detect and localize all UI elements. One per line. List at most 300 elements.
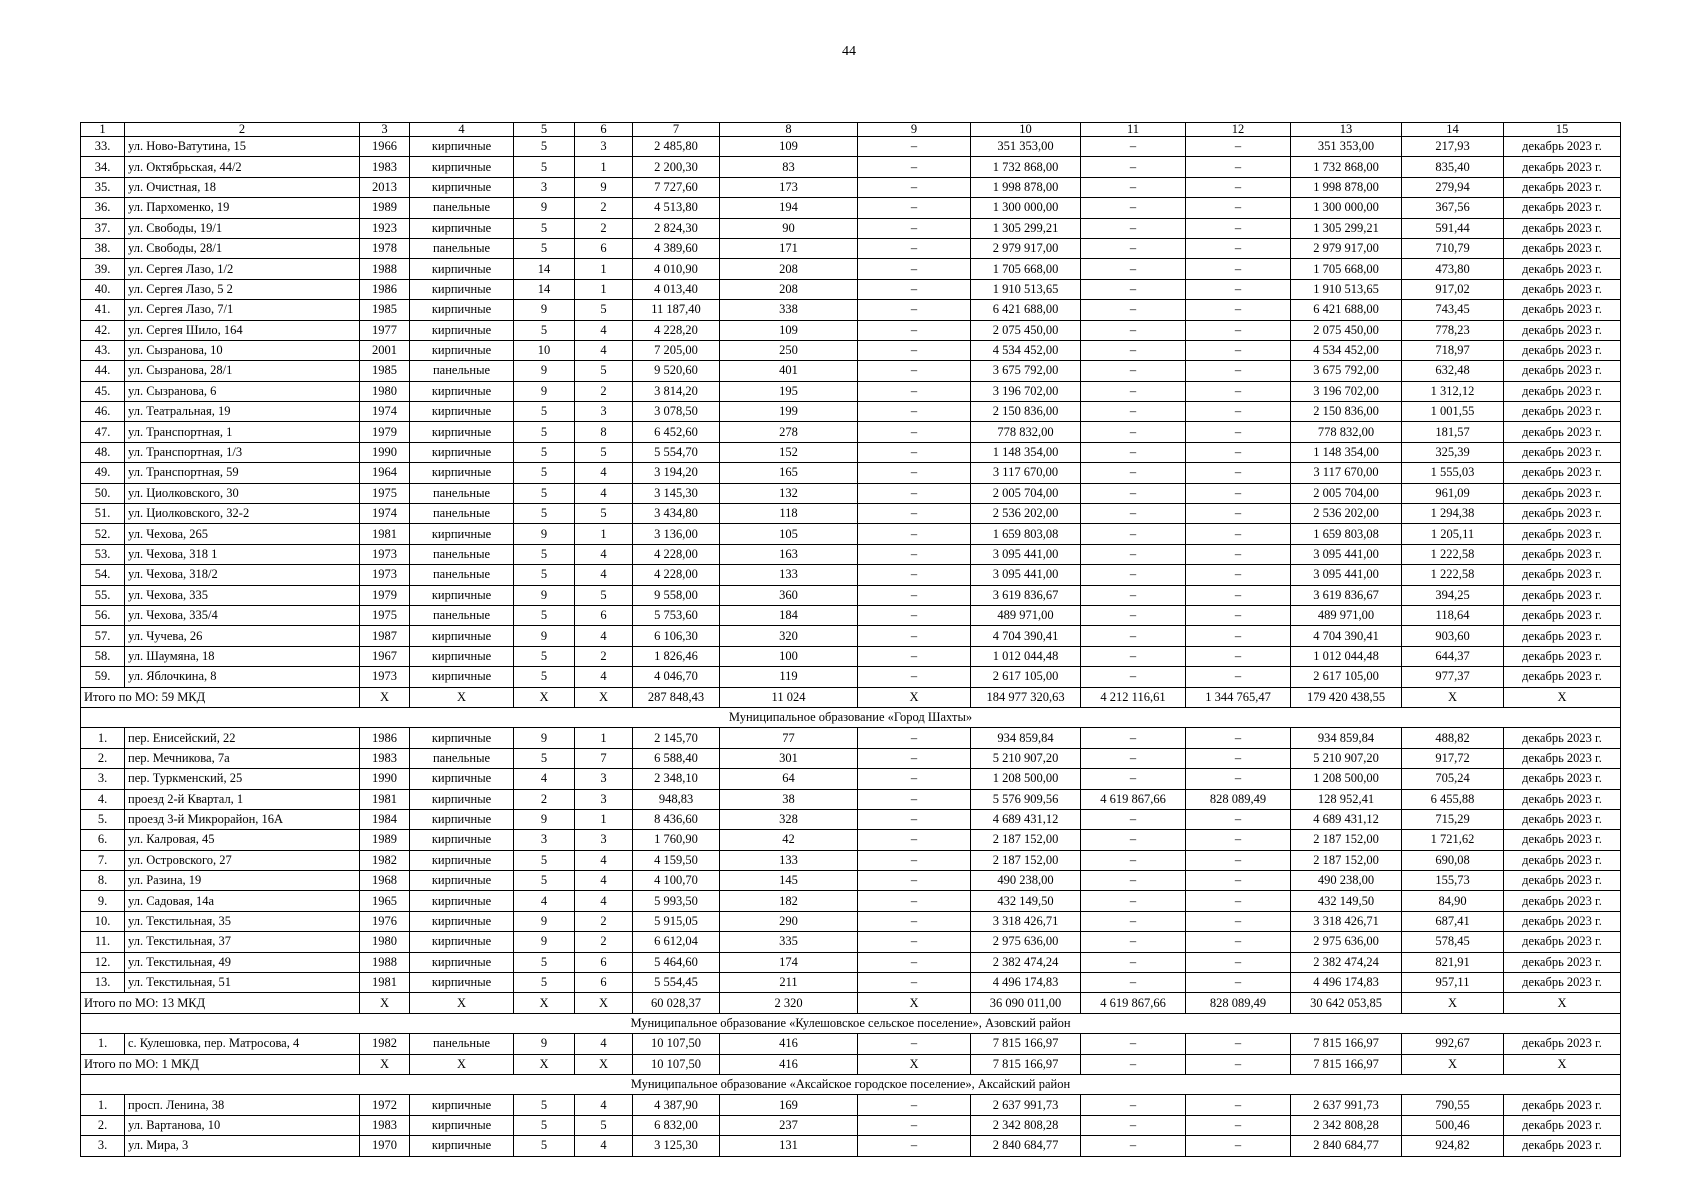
- table-cell: 195: [720, 381, 858, 401]
- table-cell: –: [1081, 524, 1186, 544]
- table-cell: 7 727,60: [633, 177, 720, 197]
- table-cell: –: [1186, 544, 1291, 564]
- subtotal-cell: X: [514, 687, 575, 707]
- table-cell: 4: [575, 871, 633, 891]
- subtotal-cell: 60 028,37: [633, 993, 720, 1013]
- table-cell: 3 814,20: [633, 381, 720, 401]
- table-row: [81, 402, 1621, 422]
- table-cell: 5: [514, 238, 575, 258]
- table-cell: –: [1081, 381, 1186, 401]
- column-number-cell: 3: [360, 123, 410, 137]
- address-cell: ул. Текстильная, 35: [125, 911, 360, 931]
- table-cell: 743,45: [1402, 300, 1504, 320]
- table-cell: –: [1081, 1034, 1186, 1054]
- table-cell: 237: [720, 1115, 858, 1135]
- table-cell: декабрь 2023 г.: [1504, 177, 1621, 197]
- table-cell: 46.: [81, 402, 125, 422]
- table-cell: 5 210 907,20: [971, 748, 1081, 768]
- table-cell: –: [1186, 932, 1291, 952]
- table-cell: –: [858, 524, 971, 544]
- table-cell: 3: [514, 830, 575, 850]
- table-cell: 290: [720, 911, 858, 931]
- column-number-cell: 10: [971, 123, 1081, 137]
- table-cell: –: [858, 137, 971, 157]
- table-cell: 1 205,11: [1402, 524, 1504, 544]
- table-cell: 4 013,40: [633, 279, 720, 299]
- table-cell: 961,09: [1402, 483, 1504, 503]
- table-cell: 2.: [81, 748, 125, 768]
- section-title: Муниципальное образование «Город Шахты»: [81, 707, 1621, 727]
- table-cell: 77: [720, 728, 858, 748]
- table-cell: 5: [514, 850, 575, 870]
- table-cell: 1981: [360, 789, 410, 809]
- housing-register-table: [80, 122, 1621, 1157]
- table-cell: 9: [514, 361, 575, 381]
- table-cell: 360: [720, 585, 858, 605]
- table-cell: 488,82: [1402, 728, 1504, 748]
- table-cell: –: [858, 605, 971, 625]
- address-cell: ул. Чехова, 335/4: [125, 605, 360, 625]
- table-cell: –: [1081, 911, 1186, 931]
- table-cell: –: [1081, 157, 1186, 177]
- table-cell: 3: [575, 137, 633, 157]
- address-cell: ул. Свободы, 28/1: [125, 238, 360, 258]
- table-cell: 710,79: [1402, 238, 1504, 258]
- table-cell: 778,23: [1402, 320, 1504, 340]
- table-cell: 33.: [81, 137, 125, 157]
- table-cell: 3: [514, 177, 575, 197]
- table-cell: 1986: [360, 728, 410, 748]
- column-number-cell: 14: [1402, 123, 1504, 137]
- table-cell: 1 732 868,00: [1291, 157, 1402, 177]
- table-cell: 1972: [360, 1095, 410, 1115]
- table-cell: 2 005 704,00: [1291, 483, 1402, 503]
- table-cell: 5: [575, 361, 633, 381]
- subtotal-cell: X: [410, 687, 514, 707]
- table-cell: –: [1186, 871, 1291, 891]
- table-cell: 1974: [360, 504, 410, 524]
- table-row: [81, 381, 1621, 401]
- table-cell: декабрь 2023 г.: [1504, 218, 1621, 238]
- table-cell: 3 095 441,00: [971, 565, 1081, 585]
- table-cell: –: [858, 463, 971, 483]
- table-cell: –: [858, 402, 971, 422]
- table-cell: –: [1186, 137, 1291, 157]
- table-row: [81, 891, 1621, 911]
- table-cell: 9.: [81, 891, 125, 911]
- table-cell: 5: [514, 483, 575, 503]
- table-cell: 2 485,80: [633, 137, 720, 157]
- table-cell: 6 421 688,00: [971, 300, 1081, 320]
- address-cell: ул. Театральная, 19: [125, 402, 360, 422]
- table-cell: 351 353,00: [971, 137, 1081, 157]
- table-cell: 2 617 105,00: [971, 667, 1081, 687]
- table-cell: 105: [720, 524, 858, 544]
- table-cell: 4: [575, 463, 633, 483]
- table-cell: декабрь 2023 г.: [1504, 157, 1621, 177]
- table-cell: –: [1081, 218, 1186, 238]
- table-cell: 39.: [81, 259, 125, 279]
- subtotal-cell: X: [360, 687, 410, 707]
- table-cell: 118,64: [1402, 605, 1504, 625]
- table-cell: 8: [575, 422, 633, 442]
- table-cell: –: [858, 748, 971, 768]
- table-cell: 5 464,60: [633, 952, 720, 972]
- table-cell: панельные: [410, 605, 514, 625]
- table-cell: панельные: [410, 1034, 514, 1054]
- subtotal-cell: 10 107,50: [633, 1054, 720, 1074]
- table-cell: –: [1186, 218, 1291, 238]
- table-cell: кирпичные: [410, 524, 514, 544]
- table-row: [81, 973, 1621, 993]
- table-cell: 3 318 426,71: [1291, 911, 1402, 931]
- table-cell: 790,55: [1402, 1095, 1504, 1115]
- table-cell: 2013: [360, 177, 410, 197]
- table-cell: 1 148 354,00: [1291, 442, 1402, 462]
- table-cell: 4 389,60: [633, 238, 720, 258]
- table-row: [81, 1034, 1621, 1054]
- table-cell: –: [1081, 259, 1186, 279]
- table-cell: –: [1186, 585, 1291, 605]
- table-cell: декабрь 2023 г.: [1504, 524, 1621, 544]
- table-cell: 13.: [81, 973, 125, 993]
- address-cell: ул. Текстильная, 49: [125, 952, 360, 972]
- table-cell: –: [858, 381, 971, 401]
- table-cell: 2 824,30: [633, 218, 720, 238]
- table-cell: 1 305 299,21: [1291, 218, 1402, 238]
- table-cell: –: [858, 646, 971, 666]
- table-cell: –: [1081, 809, 1186, 829]
- table-cell: –: [1081, 646, 1186, 666]
- table-cell: 6 455,88: [1402, 789, 1504, 809]
- subtotal-row: [81, 1054, 1621, 1074]
- table-cell: декабрь 2023 г.: [1504, 422, 1621, 442]
- subtotal-cell: X: [360, 993, 410, 1013]
- table-cell: 6 588,40: [633, 748, 720, 768]
- address-cell: ул. Сергея Лазо, 5 2: [125, 279, 360, 299]
- table-cell: 2 536 202,00: [971, 504, 1081, 524]
- table-cell: 4: [575, 850, 633, 870]
- table-cell: 4: [575, 891, 633, 911]
- table-cell: 38.: [81, 238, 125, 258]
- table-cell: 9: [514, 1034, 575, 1054]
- table-cell: 9 558,00: [633, 585, 720, 605]
- table-cell: 4: [575, 1095, 633, 1115]
- table-cell: 2 200,30: [633, 157, 720, 177]
- table-cell: 2: [514, 789, 575, 809]
- table-cell: 1 294,38: [1402, 504, 1504, 524]
- table-cell: 109: [720, 137, 858, 157]
- subtotal-cell: X: [410, 993, 514, 1013]
- table-cell: 1968: [360, 871, 410, 891]
- table-cell: декабрь 2023 г.: [1504, 932, 1621, 952]
- table-cell: декабрь 2023 г.: [1504, 809, 1621, 829]
- table-row: [81, 1115, 1621, 1135]
- table-cell: 2 005 704,00: [971, 483, 1081, 503]
- table-cell: –: [858, 809, 971, 829]
- subtotal-cell: 11 024: [720, 687, 858, 707]
- table-cell: 45.: [81, 381, 125, 401]
- address-cell: ул. Очистная, 18: [125, 177, 360, 197]
- table-cell: –: [1081, 422, 1186, 442]
- table-cell: –: [1081, 198, 1186, 218]
- column-number-cell: 13: [1291, 123, 1402, 137]
- subtotal-cell: 2 320: [720, 993, 858, 1013]
- table-cell: 4 228,20: [633, 320, 720, 340]
- table-cell: 4 689 431,12: [1291, 809, 1402, 829]
- table-cell: панельные: [410, 748, 514, 768]
- table-cell: 3 095 441,00: [971, 544, 1081, 564]
- table-cell: 3 194,20: [633, 463, 720, 483]
- table-cell: 5: [514, 422, 575, 442]
- table-row: [81, 585, 1621, 605]
- table-cell: 1975: [360, 483, 410, 503]
- table-cell: 2 382 474,24: [971, 952, 1081, 972]
- table-cell: –: [858, 483, 971, 503]
- table-cell: декабрь 2023 г.: [1504, 871, 1621, 891]
- table-cell: 5: [514, 1136, 575, 1156]
- subtotal-cell: 4 212 116,61: [1081, 687, 1186, 707]
- table-cell: –: [1186, 952, 1291, 972]
- table-cell: 1988: [360, 259, 410, 279]
- table-cell: 4 228,00: [633, 544, 720, 564]
- table-cell: 5: [514, 442, 575, 462]
- table-cell: 5: [514, 463, 575, 483]
- table-cell: кирпичные: [410, 381, 514, 401]
- table-cell: 338: [720, 300, 858, 320]
- table-cell: –: [1186, 850, 1291, 870]
- table-cell: 5: [514, 1095, 575, 1115]
- subtotal-cell: 7 815 166,97: [1291, 1054, 1402, 1074]
- address-cell: с. Кулешовка, пер. Матросова, 4: [125, 1034, 360, 1054]
- table-cell: 2 637 991,73: [971, 1095, 1081, 1115]
- address-cell: ул. Чехова, 318 1: [125, 544, 360, 564]
- table-cell: декабрь 2023 г.: [1504, 1034, 1621, 1054]
- table-cell: 155,73: [1402, 871, 1504, 891]
- table-cell: 5: [575, 504, 633, 524]
- page-number: 44: [842, 44, 856, 59]
- table-cell: 1 148 354,00: [971, 442, 1081, 462]
- table-cell: 8.: [81, 871, 125, 891]
- table-cell: кирпичные: [410, 952, 514, 972]
- table-cell: 6 452,60: [633, 422, 720, 442]
- table-cell: –: [858, 973, 971, 993]
- table-row: [81, 279, 1621, 299]
- table-cell: декабрь 2023 г.: [1504, 1095, 1621, 1115]
- table-cell: 948,83: [633, 789, 720, 809]
- table-cell: –: [858, 565, 971, 585]
- table-cell: –: [1186, 463, 1291, 483]
- table-cell: 54.: [81, 565, 125, 585]
- table-cell: 1923: [360, 218, 410, 238]
- table-cell: 131: [720, 1136, 858, 1156]
- table-cell: 165: [720, 463, 858, 483]
- table-cell: –: [1081, 483, 1186, 503]
- table-cell: панельные: [410, 544, 514, 564]
- table-cell: 9 520,60: [633, 361, 720, 381]
- table-cell: 1985: [360, 361, 410, 381]
- table-row: [81, 320, 1621, 340]
- table-cell: декабрь 2023 г.: [1504, 605, 1621, 625]
- table-cell: –: [858, 157, 971, 177]
- table-cell: 335: [720, 932, 858, 952]
- table-cell: –: [1186, 279, 1291, 299]
- table-cell: 432 149,50: [971, 891, 1081, 911]
- table-cell: 1979: [360, 585, 410, 605]
- table-cell: 644,37: [1402, 646, 1504, 666]
- table-cell: –: [1186, 646, 1291, 666]
- table-cell: 1976: [360, 911, 410, 931]
- table-cell: декабрь 2023 г.: [1504, 340, 1621, 360]
- table-cell: 132: [720, 483, 858, 503]
- address-cell: ул. Чучева, 26: [125, 626, 360, 646]
- subtotal-row: [81, 687, 1621, 707]
- table-cell: –: [1186, 728, 1291, 748]
- subtotal-cell: X: [1402, 993, 1504, 1013]
- table-cell: 4 534 452,00: [971, 340, 1081, 360]
- table-cell: 1 910 513,65: [971, 279, 1081, 299]
- column-number-header: [81, 123, 1621, 137]
- table-cell: декабрь 2023 г.: [1504, 667, 1621, 687]
- table-cell: кирпичные: [410, 1095, 514, 1115]
- table-cell: 50.: [81, 483, 125, 503]
- table-cell: –: [1081, 402, 1186, 422]
- table-cell: 53.: [81, 544, 125, 564]
- table-cell: 1: [575, 809, 633, 829]
- table-cell: –: [1081, 850, 1186, 870]
- table-cell: 3.: [81, 769, 125, 789]
- table-cell: 705,24: [1402, 769, 1504, 789]
- table-cell: 10.: [81, 911, 125, 931]
- address-cell: ул. Транспортная, 59: [125, 463, 360, 483]
- table-cell: 217,93: [1402, 137, 1504, 157]
- table-cell: 278: [720, 422, 858, 442]
- table-cell: 934 859,84: [971, 728, 1081, 748]
- table-cell: 1984: [360, 809, 410, 829]
- table-cell: декабрь 2023 г.: [1504, 850, 1621, 870]
- table-cell: 12.: [81, 952, 125, 972]
- table-cell: 977,37: [1402, 667, 1504, 687]
- table-cell: –: [1081, 544, 1186, 564]
- table-cell: –: [1186, 157, 1291, 177]
- table-cell: декабрь 2023 г.: [1504, 952, 1621, 972]
- table-cell: 632,48: [1402, 361, 1504, 381]
- table-cell: 5.: [81, 809, 125, 829]
- table-cell: –: [858, 932, 971, 952]
- table-cell: кирпичные: [410, 402, 514, 422]
- table-cell: 924,82: [1402, 1136, 1504, 1156]
- table-cell: –: [1081, 952, 1186, 972]
- table-cell: 1.: [81, 728, 125, 748]
- table-cell: декабрь 2023 г.: [1504, 789, 1621, 809]
- table-cell: 3 095 441,00: [1291, 565, 1402, 585]
- table-cell: 1982: [360, 850, 410, 870]
- table-cell: –: [858, 361, 971, 381]
- table-cell: 500,46: [1402, 1115, 1504, 1135]
- table-cell: –: [1081, 300, 1186, 320]
- table-cell: 7: [575, 748, 633, 768]
- table-cell: 1: [575, 524, 633, 544]
- table-cell: –: [1186, 402, 1291, 422]
- address-cell: ул. Островского, 27: [125, 850, 360, 870]
- table-cell: 279,94: [1402, 177, 1504, 197]
- table-cell: 7.: [81, 850, 125, 870]
- table-row: [81, 830, 1621, 850]
- table-cell: 1980: [360, 932, 410, 952]
- table-cell: 1965: [360, 891, 410, 911]
- address-cell: ул. Сергея Лазо, 1/2: [125, 259, 360, 279]
- table-cell: 1964: [360, 463, 410, 483]
- table-cell: 490 238,00: [971, 871, 1081, 891]
- table-cell: 10 107,50: [633, 1034, 720, 1054]
- table-cell: 1977: [360, 320, 410, 340]
- table-cell: 1981: [360, 524, 410, 544]
- subtotal-cell: X: [514, 1054, 575, 1074]
- table-cell: –: [1081, 769, 1186, 789]
- table-cell: 6 106,30: [633, 626, 720, 646]
- address-cell: ул. Сызранова, 28/1: [125, 361, 360, 381]
- table-cell: декабрь 2023 г.: [1504, 402, 1621, 422]
- table-cell: кирпичные: [410, 585, 514, 605]
- table-cell: 2: [575, 646, 633, 666]
- table-cell: 9: [514, 300, 575, 320]
- table-cell: 917,02: [1402, 279, 1504, 299]
- table-cell: 2 979 917,00: [1291, 238, 1402, 258]
- table-cell: кирпичные: [410, 728, 514, 748]
- table-cell: 1 732 868,00: [971, 157, 1081, 177]
- table-cell: –: [1186, 340, 1291, 360]
- table-cell: декабрь 2023 г.: [1504, 891, 1621, 911]
- table-cell: 11 187,40: [633, 300, 720, 320]
- table-cell: 9: [514, 626, 575, 646]
- table-row: [81, 422, 1621, 442]
- table-cell: 5: [514, 667, 575, 687]
- table-cell: 3 117 670,00: [1291, 463, 1402, 483]
- table-cell: –: [858, 626, 971, 646]
- table-cell: 2 637 991,73: [1291, 1095, 1402, 1115]
- table-cell: декабрь 2023 г.: [1504, 748, 1621, 768]
- table-cell: 5: [514, 565, 575, 585]
- table-cell: 4 100,70: [633, 871, 720, 891]
- table-cell: –: [858, 728, 971, 748]
- table-cell: 5: [575, 585, 633, 605]
- table-cell: 1 998 878,00: [971, 177, 1081, 197]
- table-cell: –: [858, 1115, 971, 1135]
- table-cell: 7 815 166,97: [971, 1034, 1081, 1054]
- table-cell: 2 979 917,00: [971, 238, 1081, 258]
- table-cell: –: [858, 238, 971, 258]
- table-cell: 5 554,70: [633, 442, 720, 462]
- table-cell: 119: [720, 667, 858, 687]
- table-cell: 1966: [360, 137, 410, 157]
- address-cell: ул. Вартанова, 10: [125, 1115, 360, 1135]
- table-cell: 4 704 390,41: [1291, 626, 1402, 646]
- table-row: [81, 748, 1621, 768]
- table-cell: декабрь 2023 г.: [1504, 769, 1621, 789]
- table-cell: 715,29: [1402, 809, 1504, 829]
- table-cell: 100: [720, 646, 858, 666]
- address-cell: ул. Сергея Шило, 164: [125, 320, 360, 340]
- table-cell: 5: [575, 1115, 633, 1135]
- table-cell: 578,45: [1402, 932, 1504, 952]
- table-cell: 5: [514, 402, 575, 422]
- table-cell: 835,40: [1402, 157, 1504, 177]
- subtotal-cell: X: [575, 993, 633, 1013]
- table-cell: 3 078,50: [633, 402, 720, 422]
- table-cell: кирпичные: [410, 422, 514, 442]
- table-cell: 3 196 702,00: [1291, 381, 1402, 401]
- table-cell: кирпичные: [410, 279, 514, 299]
